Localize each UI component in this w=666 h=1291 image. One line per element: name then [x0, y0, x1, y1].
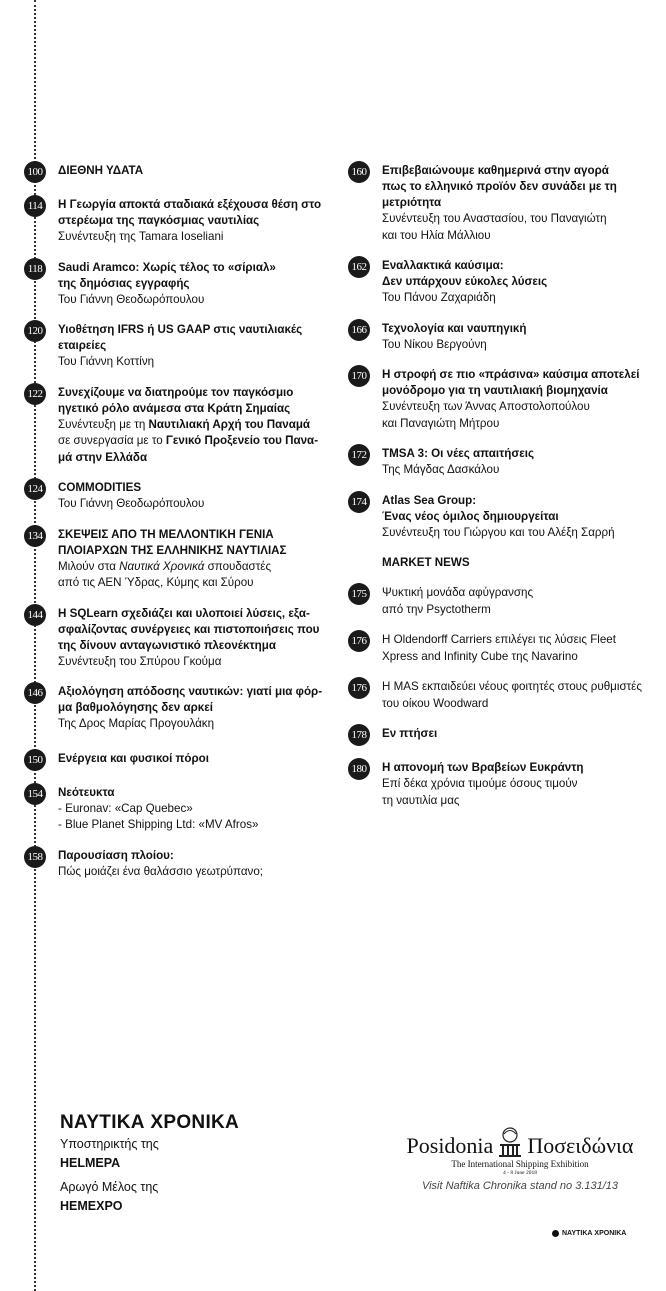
toc-entry[interactable] [24, 260, 339, 309]
entry-title: Τεχνολογία και ναυπηγική [382, 321, 527, 335]
toc-entry[interactable] [348, 258, 666, 307]
page-number-badge: 150 [24, 749, 46, 771]
entry-title: σφαλίζοντας συνέργειες και πιστοποιήσεις που [58, 622, 320, 636]
entry-subtitle: Του Γιάννη Θεοδωρόπουλου [58, 497, 205, 510]
entry-subtitle: Του Γιάννη Θεοδωρόπουλου [58, 292, 205, 306]
entry-title: Παρουσίαση πλοίου: [58, 848, 174, 862]
entry-subtitle: Συνέντευξη του Σπύρου Γκούμα [58, 654, 222, 668]
toc-entry[interactable] [348, 367, 666, 432]
posidonia-dates: 4 - 8 June 2018 [503, 1170, 537, 1176]
news-line: Ψυκτική μονάδα αφύγρανσης [382, 586, 534, 599]
entry-subtitle: τη ναυτιλία μας [382, 793, 460, 807]
entry-subtitle: Συνέντευξη του Γιώργου και του Αλέξη Σαρρή [382, 525, 615, 539]
entry-subtitle: Συνέντευξη των Άννας Αποστολοπούλου [382, 400, 590, 413]
toc-entry[interactable] [348, 632, 666, 665]
page-number-badge: 158 [24, 846, 46, 868]
page-number-badge: 160 [348, 161, 370, 183]
news-line: από την Psyctotherm [382, 602, 491, 616]
entry-subtitle: Του Πάνου Ζαχαριάδη [382, 291, 496, 304]
entry-title: ηγετικό ρόλο ανάμεσα στα Κράτη Σημαίας [58, 401, 291, 415]
toc-entry[interactable] [24, 606, 339, 671]
entry-title: COMMODITIES [58, 481, 142, 494]
toc-entry[interactable] [348, 726, 666, 742]
entry-subtitle: - Euronav: «Cap Quebec» [58, 801, 193, 815]
toc-entry[interactable] [24, 527, 339, 592]
entry-subtitle: Συνέντευξη με τη Ναυτιλιακή Αρχή του Παναμά [58, 417, 311, 431]
entry-title: μονόδρομο για τη ναυτιλιακή βιομηχανία [382, 384, 608, 397]
entry-subtitle: Του Γιάννη Κοττίνη [58, 355, 155, 368]
toc-entry[interactable] [24, 163, 339, 179]
entry-subtitle: Συνέντευξη της Tamara Ioseliani [58, 230, 224, 243]
toc-left-column [24, 163, 339, 880]
entry-title: πως το ελληνικό προϊόν δεν συνάδει με τη [382, 180, 617, 193]
toc-entry[interactable] [24, 785, 339, 834]
entry-subtitle: Επί δέκα χρόνια τιμούμε όσους τιμούν [382, 777, 578, 790]
entry-title: εταιρείες [58, 339, 107, 352]
brand-dot-icon [552, 1230, 559, 1237]
page-number-badge: 162 [348, 256, 370, 278]
toc-entry[interactable] [24, 848, 339, 881]
entry-title: Επιβεβαιώνουμε καθημερινά στην αγορά [382, 164, 609, 177]
posidonia-name-latin: Posidonia [406, 1133, 494, 1158]
entry-title: Η SQLearn σχεδιάζει και υλοποιεί λύσεις, εξα- [58, 606, 310, 620]
page-number-badge: 118 [24, 258, 46, 280]
entry-title: Εναλλακτικά καύσιμα: [382, 259, 504, 272]
entry-subtitle: Της Μάγδας Δασκάλου [382, 463, 500, 476]
page-number-badge: 154 [24, 783, 46, 805]
news-line: Η Oldendorff Carriers επιλέγει τις λύσεις Fleet [382, 633, 616, 646]
entry-title: Δεν υπάρχουν εύκολες λύσεις [382, 275, 548, 288]
footer-info [60, 1111, 340, 1221]
entry-title: ΣΚΕΨΕΙΣ ΑΠΟ ΤΗ ΜΕΛΛΟΝΤΙΚΗ ΓΕΝΙΑ [58, 527, 274, 541]
temple-emblem-icon [495, 1125, 525, 1159]
toc-entry[interactable] [348, 321, 666, 354]
page-number-badge: 180 [348, 758, 370, 780]
news-line: Xpress and Infinity Cube της Navarino [382, 649, 578, 663]
toc-entry[interactable] [348, 163, 666, 244]
entry-subtitle: Μιλούν στα Ναυτικά Χρονικά σπουδαστές [58, 559, 272, 573]
entry-subtitle: και Παναγιώτη Μήτρου [382, 416, 500, 430]
entry-title: της δίνουν ανταγωνιστικό πλεονέκτημα [58, 638, 276, 652]
entry-title: Saudi Aramco: Χωρίς τέλος το «σίριαλ» [58, 260, 276, 274]
page-number-badge: 176 [348, 677, 370, 699]
toc-entry[interactable] [24, 684, 339, 733]
entry-title: στερέωμα της παγκόσμιας ναυτιλίας [58, 214, 260, 227]
entry-title: ΔΙΕΘΝΗ ΥΔΑΤΑ [58, 164, 144, 177]
entry-subtitle: - Blue Planet Shipping Ltd: «MV Afros» [58, 818, 259, 831]
page-number-badge: 174 [348, 491, 370, 513]
page-number-badge: 100 [24, 161, 46, 183]
posidonia-subtitle: The International Shipping Exhibition [451, 1159, 589, 1169]
page-number-badge: 175 [348, 583, 370, 605]
toc-entry[interactable] [348, 493, 666, 542]
toc-entry[interactable] [348, 585, 666, 618]
entry-title: Νεότευκτα [58, 785, 115, 799]
entry-title: της δημόσιας εγγραφής [58, 276, 190, 290]
entry-title: Εν πτήσει [382, 727, 438, 740]
entry-subtitle: μά στην Ελλάδα [58, 450, 148, 464]
toc-entry[interactable] [24, 322, 339, 371]
toc-right-column [348, 163, 666, 809]
market-news-heading: MARKET NEWS [382, 556, 470, 569]
market-news-section [348, 555, 666, 571]
toc-entry[interactable] [24, 480, 339, 513]
entry-title: Atlas Sea Group: [382, 493, 477, 507]
member-org: HEMEXPO [60, 1199, 123, 1213]
page-number-badge: 134 [24, 525, 46, 547]
entry-title: Συνεχίζουμε να διατηρούμε τον παγκόσμιο [58, 385, 294, 399]
page-number-badge: 170 [348, 365, 370, 387]
page-number-badge: 114 [24, 195, 46, 217]
news-line: Η MAS εκπαιδεύει νέους φοιτητές στους ρυθμιστές [382, 680, 642, 693]
small-brand-mark [552, 1230, 626, 1237]
entry-title: Ενέργεια και φυσικοί πόροι [58, 751, 209, 765]
entry-title: μετριότητα [382, 196, 442, 209]
entry-title: Αξιολόγηση απόδοσης ναυτικών: γιατί μια φόρ- [58, 685, 323, 698]
entry-subtitle: σε συνεργασία με το Γενικό Προξενείο του Πανα- [58, 434, 319, 447]
toc-entry[interactable] [348, 760, 666, 809]
entry-title: μα βαθμολόγησης δεν αρκεί [58, 701, 213, 714]
support-org: HELMEPA [60, 1156, 121, 1170]
page-number-badge: 146 [24, 682, 46, 704]
posidonia-logo[interactable] [390, 1125, 650, 1193]
entry-title: ΠΛΟΙΑΡΧΩΝ ΤΗΣ ΕΛΛΗΝΙΚΗΣ ΝΑΥΤΙΛΙΑΣ [58, 543, 287, 557]
news-line: του οίκου Woodward [382, 696, 489, 710]
toc-entry[interactable] [348, 446, 666, 479]
entry-title: Υιοθέτηση IFRS ή US GAAP στις ναυτιλιακές [58, 323, 303, 336]
toc-entry[interactable] [24, 751, 339, 767]
page-number-badge: 178 [348, 724, 370, 746]
toc-entry[interactable] [348, 679, 666, 712]
page-number-badge: 176 [348, 630, 370, 652]
posidonia-visit-note: Visit Naftika Chronika stand no 3.131/13 [421, 1180, 619, 1192]
toc-entry[interactable] [24, 197, 339, 246]
entry-title: TMSA 3: Οι νέες απαιτήσεις [382, 447, 535, 460]
page-number-badge: 120 [24, 320, 46, 342]
entry-subtitle: Του Νίκου Βεργούνη [382, 337, 487, 351]
entry-subtitle: και του Ηλία Μάλλιου [382, 228, 491, 242]
small-brand-text: ΝΑΥΤΙΚΑ ΧΡΟΝΙΚΑ [562, 1230, 627, 1237]
entry-subtitle: Πώς μοιάζει ένα θαλάσσιο γεωτρύπανο; [58, 864, 264, 878]
toc-entry[interactable] [24, 385, 339, 467]
entry-title: Η στροφή σε πιο «πράσινα» καύσιμα αποτελεί [382, 368, 640, 381]
support-label: Υποστηρικτής της [60, 1137, 159, 1151]
page-number-badge: 144 [24, 604, 46, 626]
magazine-brand: ΝΑΥΤΙΚΑ ΧΡΟΝΙΚΑ [60, 1112, 240, 1133]
page-number-badge: 172 [348, 444, 370, 466]
entry-title: Η Γεωργία αποκτά σταδιακά εξέχουσα θέση στο [58, 198, 322, 211]
member-label: Αρωγό Μέλος της [60, 1180, 159, 1194]
entry-subtitle: από τις ΑΕΝ Ύδρας, Κύμης και Σύρου [58, 576, 254, 589]
entry-subtitle: Της Δρος Μαρίας Προγουλάκη [58, 717, 215, 730]
page-number-badge: 124 [24, 478, 46, 500]
posidonia-name-greek: Ποσειδώνια [527, 1133, 634, 1158]
entry-title: Η απονομή των Βραβείων Ευκράντη [382, 761, 584, 774]
entry-subtitle: Συνέντευξη του Αναστασίου, του Παναγιώτη [382, 212, 607, 225]
page-number-badge: 166 [348, 319, 370, 341]
entry-title: Ένας νέος όμιλος δημιουργείται [382, 509, 559, 523]
page-number-badge: 122 [24, 383, 46, 405]
